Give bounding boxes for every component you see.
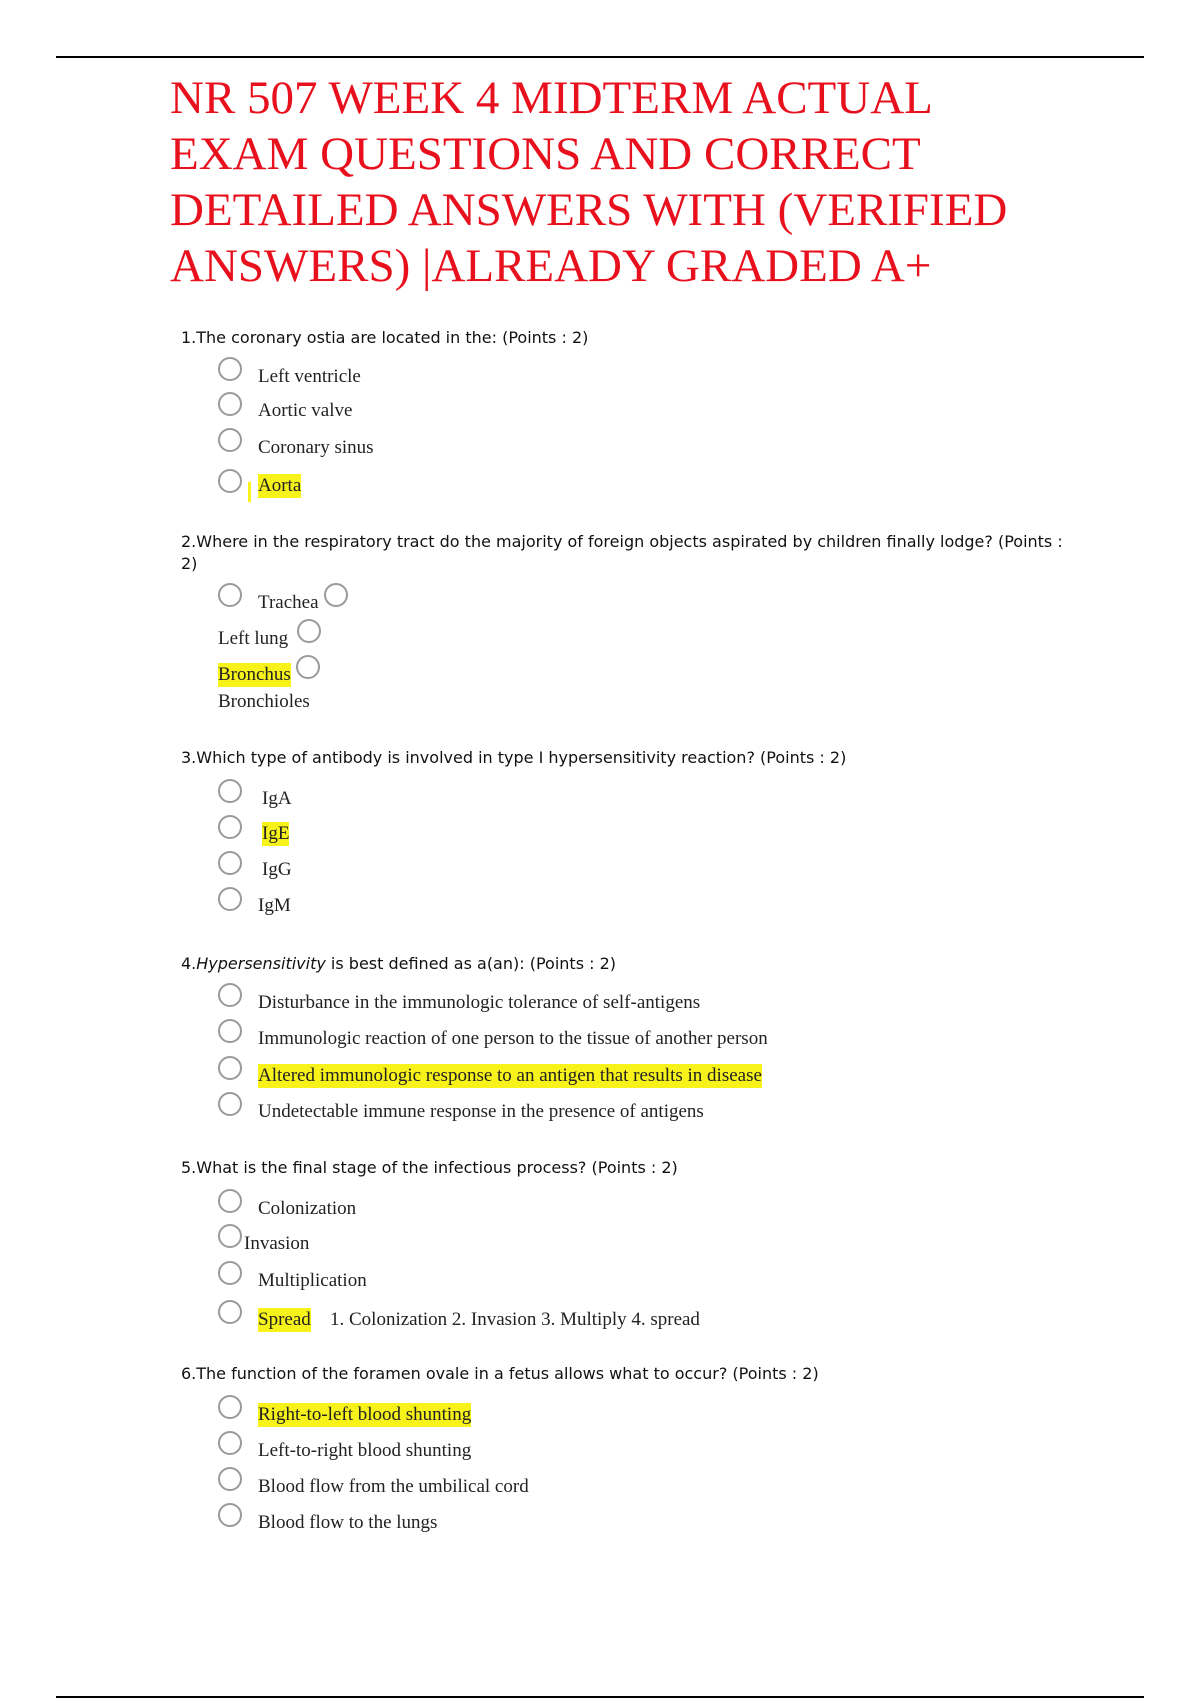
question-5: 5.What is the final stage of the infectious process? (Points : 2) (181, 1158, 678, 1177)
q5-option-1: Colonization (258, 1198, 357, 1219)
q5-option-3: Multiplication (258, 1270, 367, 1291)
q5-radio-2[interactable] (218, 1224, 242, 1248)
q2-radio-2[interactable] (324, 583, 348, 607)
q2-radio-3[interactable] (297, 619, 321, 643)
question-2: 2.Where in the respiratory tract do the majority of foreign objects aspirated by children finally lodge? (Points : 2) (181, 532, 1063, 573)
q4-radio-2[interactable] (218, 1019, 242, 1043)
q3-radio-4[interactable] (218, 887, 242, 911)
q1-option-1: Left ventricle (258, 366, 361, 387)
q2-option-1: Trachea (258, 592, 319, 613)
q1-radio-2[interactable] (218, 392, 242, 416)
q1-option-4-answer: Aorta (258, 475, 302, 496)
bottom-rule (56, 1696, 1144, 1698)
q6-option-4: Blood flow to the lungs (258, 1512, 438, 1533)
q5-stage-note: 1. Colonization 2. Invasion 3. Multiply 4. spread (330, 1309, 700, 1330)
question-4-line (181, 953, 1081, 975)
q4-radio-1[interactable] (218, 983, 242, 1007)
q2-option-3-answer: Bronchus (218, 664, 291, 685)
question-3: 3.Which type of antibody is involved in type I hypersensitivity reaction? (Points : 2) (181, 748, 847, 767)
question-4-term: Hypersensitivity (196, 954, 326, 973)
highlight-mark (248, 482, 251, 502)
q1-radio-3[interactable] (218, 428, 242, 452)
q6-radio-4[interactable] (218, 1503, 242, 1527)
document-title: NR 507 WEEK 4 MIDTERM ACTUAL EXAM QUESTIONS AND CORRECT DETAILED ANSWERS WITH (VERIFIED ANSWERS) |ALREADY GRADED A+ (170, 72, 1008, 292)
q5-option-2: Invasion (244, 1233, 310, 1254)
q4-option-4: Undetectable immune response in the presence of antigens (258, 1101, 704, 1122)
q2-option-2: Left lung (218, 628, 289, 649)
q3-option-3: IgG (262, 859, 292, 880)
q5-radio-1[interactable] (218, 1189, 242, 1213)
q6-radio-2[interactable] (218, 1431, 242, 1455)
q5-radio-3[interactable] (218, 1261, 242, 1285)
question-6: 6.The function of the foramen ovale in a fetus allows what to occur? (Points : 2) (181, 1364, 819, 1383)
q3-option-2-answer: IgE (262, 823, 290, 844)
q2-option-4: Bronchioles (218, 691, 310, 712)
q6-option-1-answer: Right-to-left blood shunting (258, 1404, 472, 1425)
q4-option-3-answer: Altered immunologic response to an antigen that results in disease (258, 1065, 762, 1086)
question-4-suffix: is best defined as a(an): (Points : 2) (325, 954, 617, 973)
q6-radio-1[interactable] (218, 1395, 242, 1419)
q1-radio-1[interactable] (218, 357, 242, 381)
question-1: 1.The coronary ostia are located in the: (Points : 2) (181, 328, 589, 347)
q6-option-3: Blood flow from the umbilical cord (258, 1476, 529, 1497)
q6-radio-3[interactable] (218, 1467, 242, 1491)
q3-option-1: IgA (262, 788, 292, 809)
q4-radio-4[interactable] (218, 1092, 242, 1116)
q3-option-4: IgM (258, 895, 291, 916)
q6-option-2: Left-to-right blood shunting (258, 1440, 472, 1461)
q4-option-2: Immunologic reaction of one person to the tissue of another person (258, 1028, 768, 1049)
q3-radio-3[interactable] (218, 851, 242, 875)
q4-radio-3[interactable] (218, 1056, 242, 1080)
q2-radio-4[interactable] (296, 655, 320, 679)
q1-radio-4[interactable] (218, 469, 242, 493)
top-rule (56, 56, 1144, 58)
q4-option-1: Disturbance in the immunologic tolerance of self-antigens (258, 992, 701, 1013)
q5-radio-4[interactable] (218, 1300, 242, 1324)
q1-option-2: Aortic valve (258, 400, 353, 421)
q3-radio-2[interactable] (218, 815, 242, 839)
q1-option-3: Coronary sinus (258, 437, 374, 458)
question-4-prefix: 4. (181, 954, 197, 973)
q5-option-4-answer: Spread (258, 1309, 311, 1330)
q3-radio-1[interactable] (218, 779, 242, 803)
q2-radio-1[interactable] (218, 583, 242, 607)
